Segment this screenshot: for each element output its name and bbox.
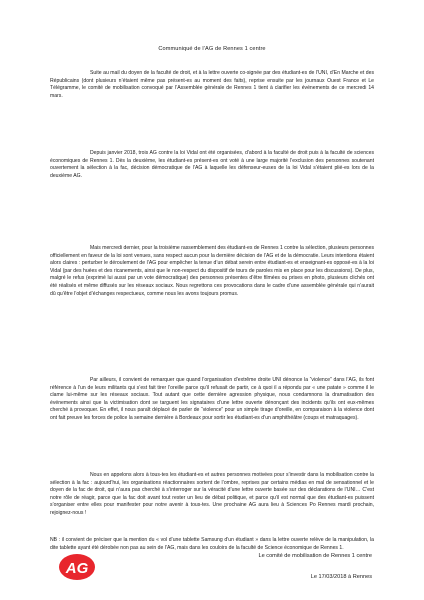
signature: Le comité de mobilisation de Rennes 1 centre bbox=[258, 553, 372, 559]
logo-text: AG bbox=[65, 560, 89, 577]
ag-logo bbox=[56, 552, 98, 582]
document-title: Communiqué de l’AG de Rennes 1 centre bbox=[158, 46, 266, 52]
paragraph-2: Depuis janvier 2018, trois AG contre la loi Vidal ont été organisées, d’abord à la faculté de droit puis à la faculté de sciences économiques de Rennes 1. Dès la deuxième, les étudiant-es présent-es ont voté à une large majorité l’exclusion des personnes soutenant ouvertement la sélection à la fac, décision démocratique de l’AG à laquelle les défenseur-euses de la loi Vidal s’étaient plié-es lors de la deuxième AG. bbox=[50, 150, 374, 179]
paragraph-4: Par ailleurs, il convient de remarquer que quand l’organisation d’extrême droite UNI dénonce la “violence” dans l’AG, ils font référence à l’un de leurs militants qui s’est fait tirer l’oreille parce qu’il refusait de partir, ce à quoi il a répondu par « une patate » comme il le clame lui-même sur les réseaux sociaux. Tout autant que cette dernière agression physique, nous condamnons la dramatisation des événements ainsi que la victimisation dont se targuent les signataires d’une lettre ouverte dénonçant des incidents qu’ils ont eux-mêmes cherché à provoquer. En effet, il nous paraît déplacé de parler de “violence” pour un simple tirage d’oreille, en comparaison à la violence dont ont fait preuve les forces de police la semaine dernière à Bordeaux pour sortir les étudiant-es d’un amphithéâtre (coups et matraquages). bbox=[50, 377, 374, 421]
paragraph-1: Suite au mail du doyen de la faculté de droit, et à la lettre ouverte co-signée par des étudiant-es de l’UNI, d’En Marche et des Républicains (dont plusieurs n’étaient même pas présent-es au moment des faits), reprise ensuite par les journaux Ouest France et Le Télégramme, le comité de mobilisation convoqué par l’Assemblée générale de Rennes 1 tient à clarifier les événements de ce mercredi 14 mars. bbox=[50, 70, 374, 99]
paragraph-3: Mais mercredi dernier, pour la troisième rassemblement des étudiant-es de Rennes 1 contre la sélection, plusieurs personnes officiellement en faveur de la loi sont venues, sans respect aucun pour la dernière décision de l’AG et de la démocratie. Leurs intentions étaient alors claires : perturber le déroulement de l’AG pour empêcher la tenue d’un débat serein entre étudiant-es et enseignant-es opposé-es à la loi Vidal (par des huées et des ricanements, ainsi que le non-respect du dispositif de tours de paroles mis en place pour les discussions). De plus, malgré le refus (exprimé lui aussi par un vote démocratique) des personnes présentes d’être filmées ou prises en photo, plusieurs clichés ont été réalisés et même diffusés sur les réseaux sociaux. Nous regrettons ces provocations dans le cadre d’une assemblée générale qui n’aurait dû qu’être l’objet d’échanges respectueux, comme nous les avons toujours promus. bbox=[50, 245, 374, 297]
nota-bene: NB : il convient de préciser que la mention du « vol d’une tablette Samsung d’un étudiant » dans la lettre ouverte relève de la manipulation, la dite tablette ayant été dérobée non pas au sein de l’AG, mais dans les couloirs de la faculté de Science économique de Rennes 1. bbox=[50, 537, 374, 551]
paragraph-5: Nous en appelons alors à tous-tes les étudiant-es et autres personnes motivées pour s’investir dans la mobilisation contre la sélection à la fac : aujourd’hui, les organisations réactionnaires sortent de l’ombre, reprises par certains médias en mal de sensationnel et le doyen de la fac de droit, qui n’aura pas cherché à s’interroger sur la véracité d’une lettre ouverte basée sur des déclarations de l’UNI… C’est notre rôle de réagir, parce que la fac doit avant tout rester un lieu de débat politique, et parce qu’il est normal que des étudiant-es puissent s’organiser entre elles pour manifester pour notre avenir à tous-tes. Une prochaine AG aura lieu à Sciences Po Rennes mardi prochain, rejoignez-nous ! bbox=[50, 472, 374, 516]
date-line: Le 17/03/2018 à Rennes bbox=[310, 574, 372, 580]
